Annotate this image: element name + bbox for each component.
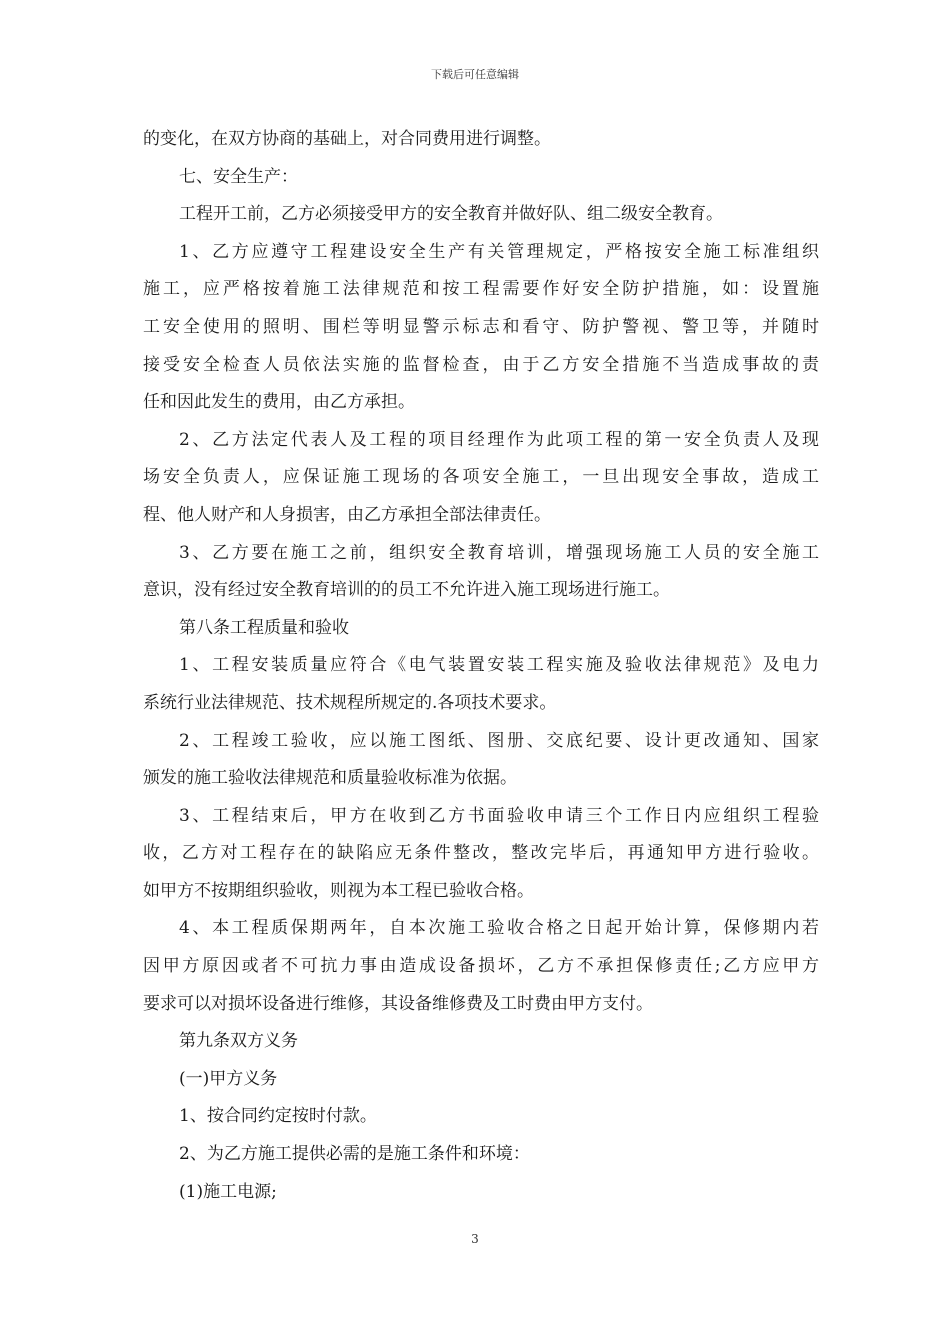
- text-line: 收，乙方对工程存在的缺陷应无条件整改，整改完毕后，再通知甲方进行验收。: [143, 843, 819, 864]
- text-line: 七、安全生产：: [179, 166, 298, 187]
- text-line: 要求可以对损坏设备进行维修，其设备维修费及工时费由甲方支付。: [143, 993, 653, 1014]
- text-line: 3、工程结束后，甲方在收到乙方书面验收申请三个工作日内应组织工程验: [179, 805, 819, 826]
- text-line: 如甲方不按期组织验收，则视为本工程已验收合格。: [143, 880, 534, 901]
- text-line: 的变化，在双方协商的基础上，对合同费用进行调整。: [143, 129, 551, 149]
- text-line: (一)甲方义务: [179, 1068, 278, 1089]
- text-line: 系统行业法律规范、技术规程所规定的.各项技术要求。: [143, 692, 557, 713]
- text-line: 1、乙方应遵守工程建设安全生产有关管理规定，严格按安全施工标准组织: [179, 241, 819, 262]
- text-line: (1)施工电源;: [179, 1181, 277, 1202]
- text-line: 施工，应严格按着施工法律规范和按工程需要作好安全防护措施，如：设置施: [143, 279, 819, 300]
- text-line: 程、他人财产和人身损害，由乙方承担全部法律责任。: [143, 504, 551, 525]
- text-line: 工安全使用的照明、围栏等明显警示标志和看守、防护警视、警卫等，并随时: [143, 316, 819, 337]
- text-line: 场安全负责人，应保证施工现场的各项安全施工，一旦出现安全事故，造成工: [143, 467, 819, 488]
- text-line: 工程开工前，乙方必须接受甲方的安全教育并做好队、组二级安全教育。: [179, 204, 723, 225]
- text-line: 意识，没有经过安全教育培训的的员工不允许进入施工现场进行施工。: [143, 580, 670, 601]
- text-line: 接受安全检查人员依法实施的监督检查，由于乙方安全措施不当造成事故的责: [143, 354, 819, 375]
- text-line: 第八条工程质量和验收: [179, 617, 349, 638]
- text-line: 2、为乙方施工提供必需的是施工条件和环境：: [179, 1144, 530, 1165]
- text-line: 1、工程安装质量应符合《电气装置安装工程实施及验收法律规范》及电力: [179, 655, 819, 676]
- page-number: 3: [471, 1232, 479, 1246]
- text-line: 2、乙方法定代表人及工程的项目经理作为此项工程的第一安全负责人及现: [179, 429, 819, 450]
- text-line: 4、本工程质保期两年，自本次施工验收合格之日起开始计算，保修期内若: [179, 918, 819, 939]
- text-line: 颁发的施工验收法律规范和质量验收标准为依据。: [143, 768, 517, 789]
- document-body: [143, 121, 819, 1211]
- text-line: 第九条双方义务: [179, 1031, 298, 1052]
- text-line: 因甲方原因或者不可抗力事由造成设备损坏，乙方不承担保修责任;乙方应甲方: [143, 956, 819, 977]
- page-header: 下载后可任意编辑: [431, 68, 519, 81]
- text-line: 任和因此发生的费用，由乙方承担。: [143, 392, 415, 413]
- text-line: 1、按合同约定按时付款。: [179, 1106, 377, 1127]
- text-line: 2、工程竣工验收，应以施工图纸、图册、交底纪要、设计更改通知、国家: [179, 730, 819, 751]
- text-line: 3、乙方要在施工之前，组织安全教育培训，增强现场施工人员的安全施工: [179, 542, 819, 563]
